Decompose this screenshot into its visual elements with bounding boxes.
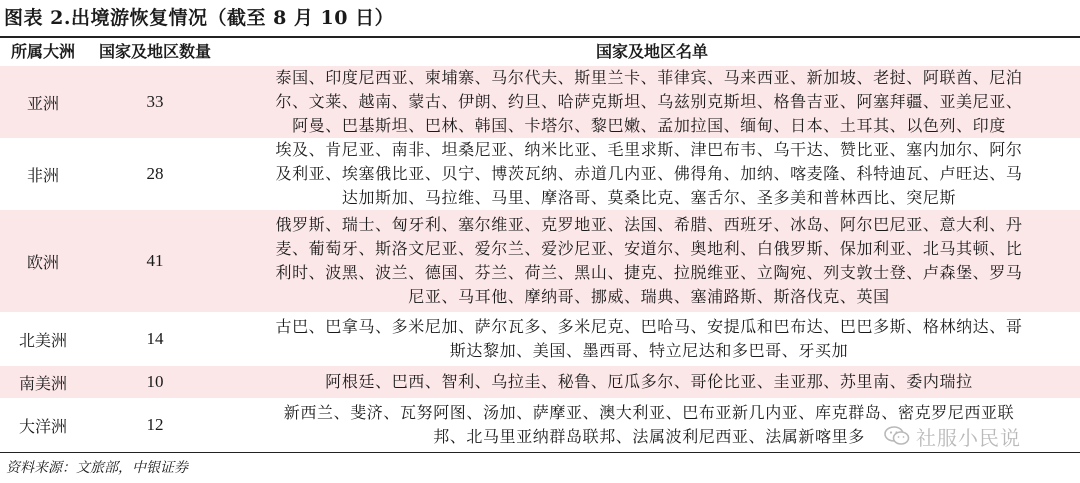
row-count: 14 xyxy=(146,329,164,348)
watermark xyxy=(884,420,1021,452)
country-list-line: 阿根廷、巴西、智利、乌拉圭、秘鲁、厄瓜多尔、哥伦比亚、圭亚那、苏里南、委内瑞拉 xyxy=(325,372,973,391)
country-list-line: 达加斯加、马拉维、马里、摩洛哥、莫桑比克、塞舌尔、圣多美和普林西比、突尼斯 xyxy=(341,188,957,207)
row-count: 12 xyxy=(146,415,164,434)
row-continent: 亚洲 xyxy=(26,93,59,113)
header-names: 国家及地区名单 xyxy=(595,42,708,61)
header-continent: 所属大洲 xyxy=(10,42,75,61)
table-row-south-america xyxy=(0,366,1080,398)
table-header xyxy=(0,38,1080,65)
country-list-line: 斯达黎加、美国、墨西哥、特立尼达和多巴哥、牙买加 xyxy=(449,341,849,360)
country-list-line: 阿曼、巴基斯坦、巴林、韩国、卡塔尔、黎巴嫩、孟加拉国、缅甸、日本、土耳其、以色列、印度 xyxy=(292,116,1006,135)
row-count: 33 xyxy=(146,92,164,111)
row-country-list xyxy=(224,138,1074,210)
row-country-list xyxy=(224,366,1074,398)
country-list-line: 及利亚、埃塞俄比亚、贝宁、博茨瓦纳、赤道几内亚、佛得角、加纳、喀麦隆、科特迪瓦、卢旺达、马 xyxy=(275,164,1023,183)
figure-title: 图表 2.出境游恢复情况（截至 8 月 10 日） xyxy=(4,7,395,29)
table-row-africa xyxy=(0,138,1080,210)
country-list-line: 新西兰、斐济、瓦努阿图、汤加、萨摩亚、澳大利亚、巴布亚新几内亚、库克群岛、密克罗尼西亚联 xyxy=(283,403,1015,422)
country-list-line: 俄罗斯、瑞士、匈牙利、塞尔维亚、克罗地亚、法国、希腊、西班牙、冰岛、阿尔巴尼亚、意大利、丹 xyxy=(275,215,1023,234)
row-continent: 欧洲 xyxy=(26,252,59,272)
bottom-rule xyxy=(0,452,1080,453)
header-count: 国家及地区数量 xyxy=(98,42,211,61)
country-list-line: 麦、葡萄牙、斯洛文尼亚、爱尔兰、爱沙尼亚、安道尔、奥地利、白俄罗斯、保加利亚、北马其顿、比 xyxy=(275,239,1023,258)
row-country-list xyxy=(224,66,1074,138)
table-row-asia xyxy=(0,66,1080,138)
row-count: 10 xyxy=(146,372,164,391)
row-count: 28 xyxy=(146,164,164,183)
table-row-north-america xyxy=(0,312,1080,366)
row-count: 41 xyxy=(146,251,164,270)
row-country-list xyxy=(224,210,1074,312)
country-list-line: 利时、波黑、波兰、德国、芬兰、荷兰、黑山、捷克、拉脱维亚、立陶宛、列支敦士登、卢森堡、罗马 xyxy=(275,263,1023,282)
watermark-text: 社服小民说 xyxy=(916,425,1021,450)
country-list-line: 邦、北马里亚纳群岛联邦、法属波利尼西亚、法属新喀里多 xyxy=(433,427,865,446)
row-continent: 非洲 xyxy=(26,165,59,185)
row-continent: 北美洲 xyxy=(18,330,67,350)
table-row-europe xyxy=(0,210,1080,312)
country-list-line: 泰国、印度尼西亚、柬埔寨、马尔代夫、斯里兰卡、菲律宾、马来西亚、新加坡、老挝、阿联酋、尼泊 xyxy=(275,68,1023,87)
row-continent: 南美洲 xyxy=(18,373,67,393)
country-list-line: 埃及、肯尼亚、南非、坦桑尼亚、纳米比亚、毛里求斯、津巴布韦、乌干达、赞比亚、塞内加尔、阿尔 xyxy=(275,140,1023,159)
row-continent: 大洋洲 xyxy=(18,416,67,436)
country-list-line: 尼亚、马耳他、摩纳哥、挪威、瑞典、塞浦路斯、斯洛伐克、英国 xyxy=(408,287,890,306)
row-country-list xyxy=(224,312,1074,366)
wechat-icon xyxy=(884,426,910,446)
country-list-line: 尔、文莱、越南、蒙古、伊朗、约旦、哈萨克斯坦、乌兹别克斯坦、格鲁吉亚、阿塞拜疆、亚美尼亚、 xyxy=(275,92,1023,111)
source-note: 资料来源：文旅部，中银证券 xyxy=(6,460,188,476)
country-list-line: 古巴、巴拿马、多米尼加、萨尔瓦多、多米尼克、巴哈马、安提瓜和巴布达、巴巴多斯、格林纳达、哥 xyxy=(275,317,1023,336)
